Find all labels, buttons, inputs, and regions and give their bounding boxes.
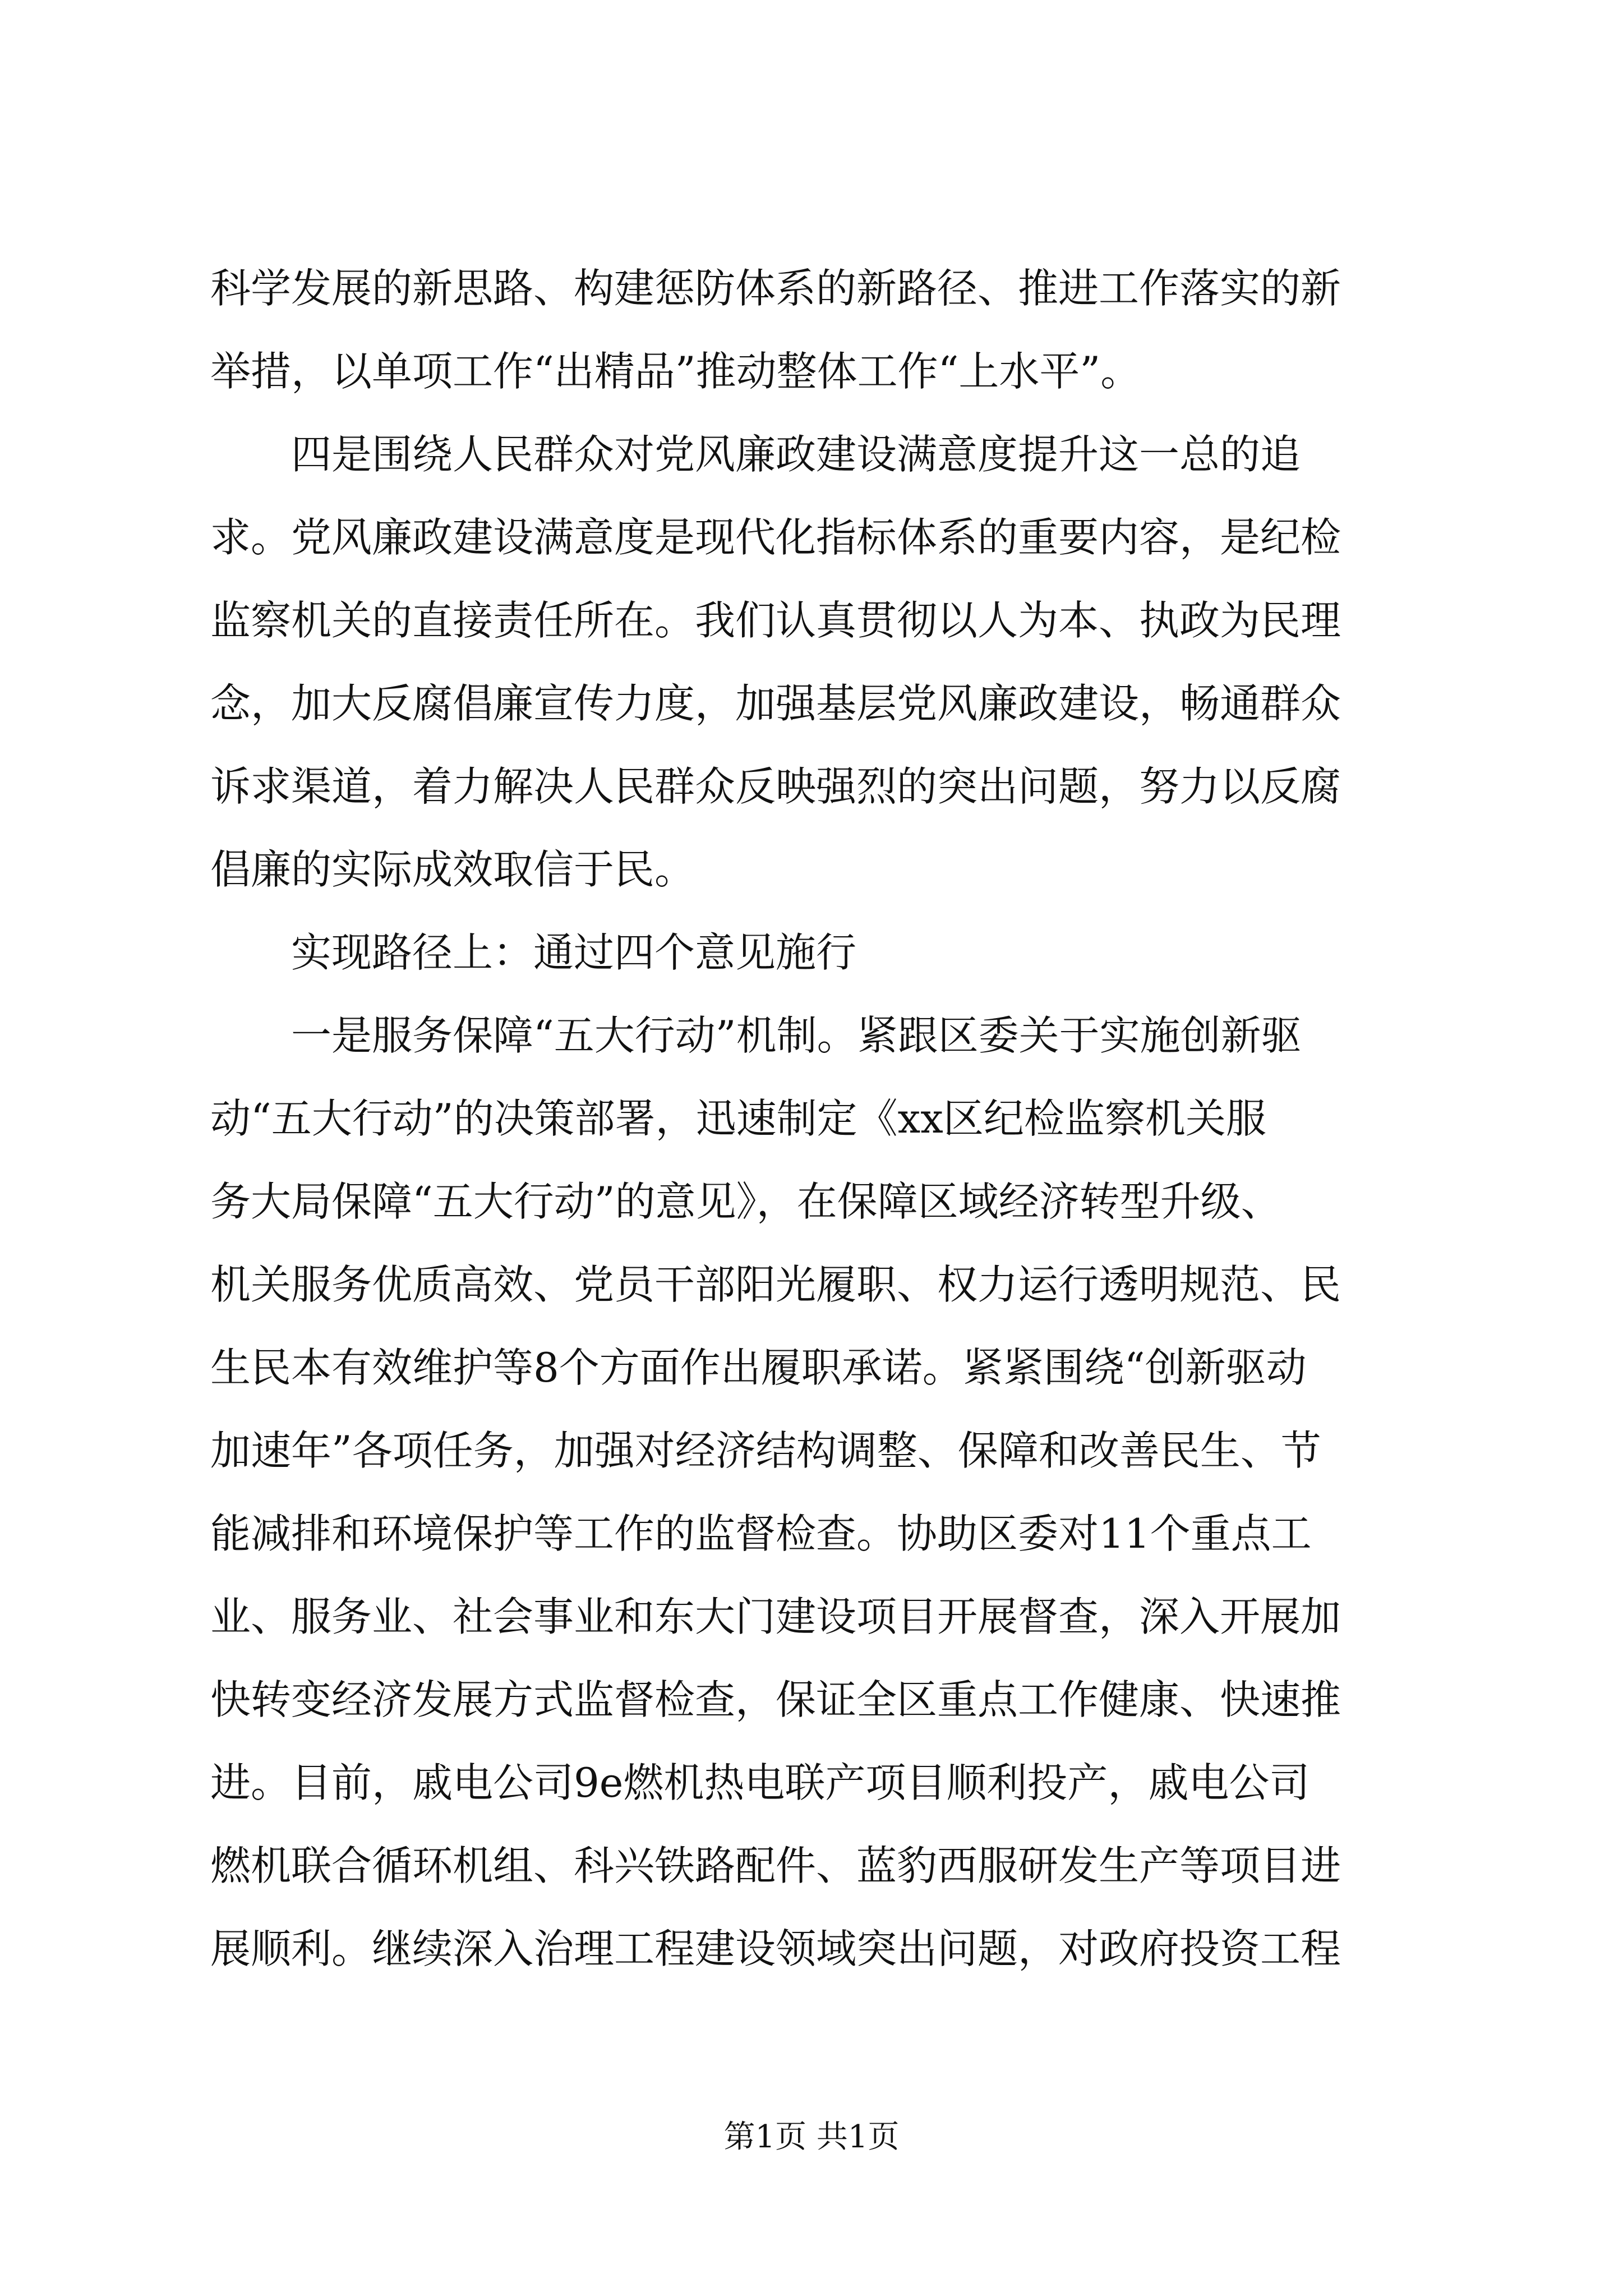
text-line: 求。党风廉政建设满意度是现代化指标体系的重要内容，是纪检 <box>210 514 1341 561</box>
text-line: 机关服务优质高效、党员干部阳光履职、权力运行透明规范、民 <box>210 1261 1341 1308</box>
section-heading-line: 实现路径上：通过四个意见施行 <box>210 929 857 976</box>
text-line: 监察机关的直接责任所在。我们认真贯彻以人为本、执政为民理 <box>210 597 1341 644</box>
document-body <box>210 247 1416 1990</box>
text-line: 举措，以单项工作“出精品”推动整体工作“上水平”。 <box>210 348 1141 395</box>
text-line: 科学发展的新思路、构建惩防体系的新路径、推进工作落实的新 <box>210 265 1341 312</box>
text-line: 业、服务业、社会事业和东大门建设项目开展督查，深入开展加 <box>210 1593 1341 1640</box>
text-line: 进。目前，戚电公司9e燃机热电联产项目顺利投产，戚电公司 <box>210 1759 1310 1806</box>
text-line: 快转变经济发展方式监督检查，保证全区重点工作健康、快速推 <box>210 1676 1341 1723</box>
text-line: 念，加大反腐倡廉宣传力度，加强基层党风廉政建设，畅通群众 <box>210 680 1341 727</box>
text-line: 倡廉的实际成效取信于民。 <box>210 846 695 893</box>
page-number-footer: 第1页 共1页 <box>723 2119 900 2155</box>
text-line: 展顺利。继续深入治理工程建设领域突出问题，对政府投资工程 <box>210 1925 1341 1972</box>
text-line: 燃机联合循环机组、科兴铁路配件、蓝豹西服研发生产等项目进 <box>210 1842 1341 1889</box>
text-line: 生民本有效维护等8个方面作出履职承诺。紧紧围绕“创新驱动 <box>210 1344 1307 1391</box>
text-line: 诉求渠道，着力解决人民群众反映强烈的突出问题，努力以反腐 <box>210 763 1341 810</box>
text-line: 一是服务保障“五大行动”机制。紧跟区委关于实施创新驱 <box>210 1012 1302 1059</box>
text-line: 动“五大行动”的决策部署，迅速制定《xx区纪检监察机关服 <box>210 1095 1266 1142</box>
text-line: 务大局保障“五大行动”的意见》，在保障区域经济转型升级、 <box>210 1178 1281 1225</box>
text-line: 四是围绕人民群众对党风廉政建设满意度提升这一总的追 <box>210 431 1301 478</box>
text-line: 加速年”各项任务，加强对经济结构调整、保障和改善民生、节 <box>210 1427 1321 1474</box>
text-line: 能减排和环境保护等工作的监督检查。协助区委对11个重点工 <box>210 1510 1312 1557</box>
